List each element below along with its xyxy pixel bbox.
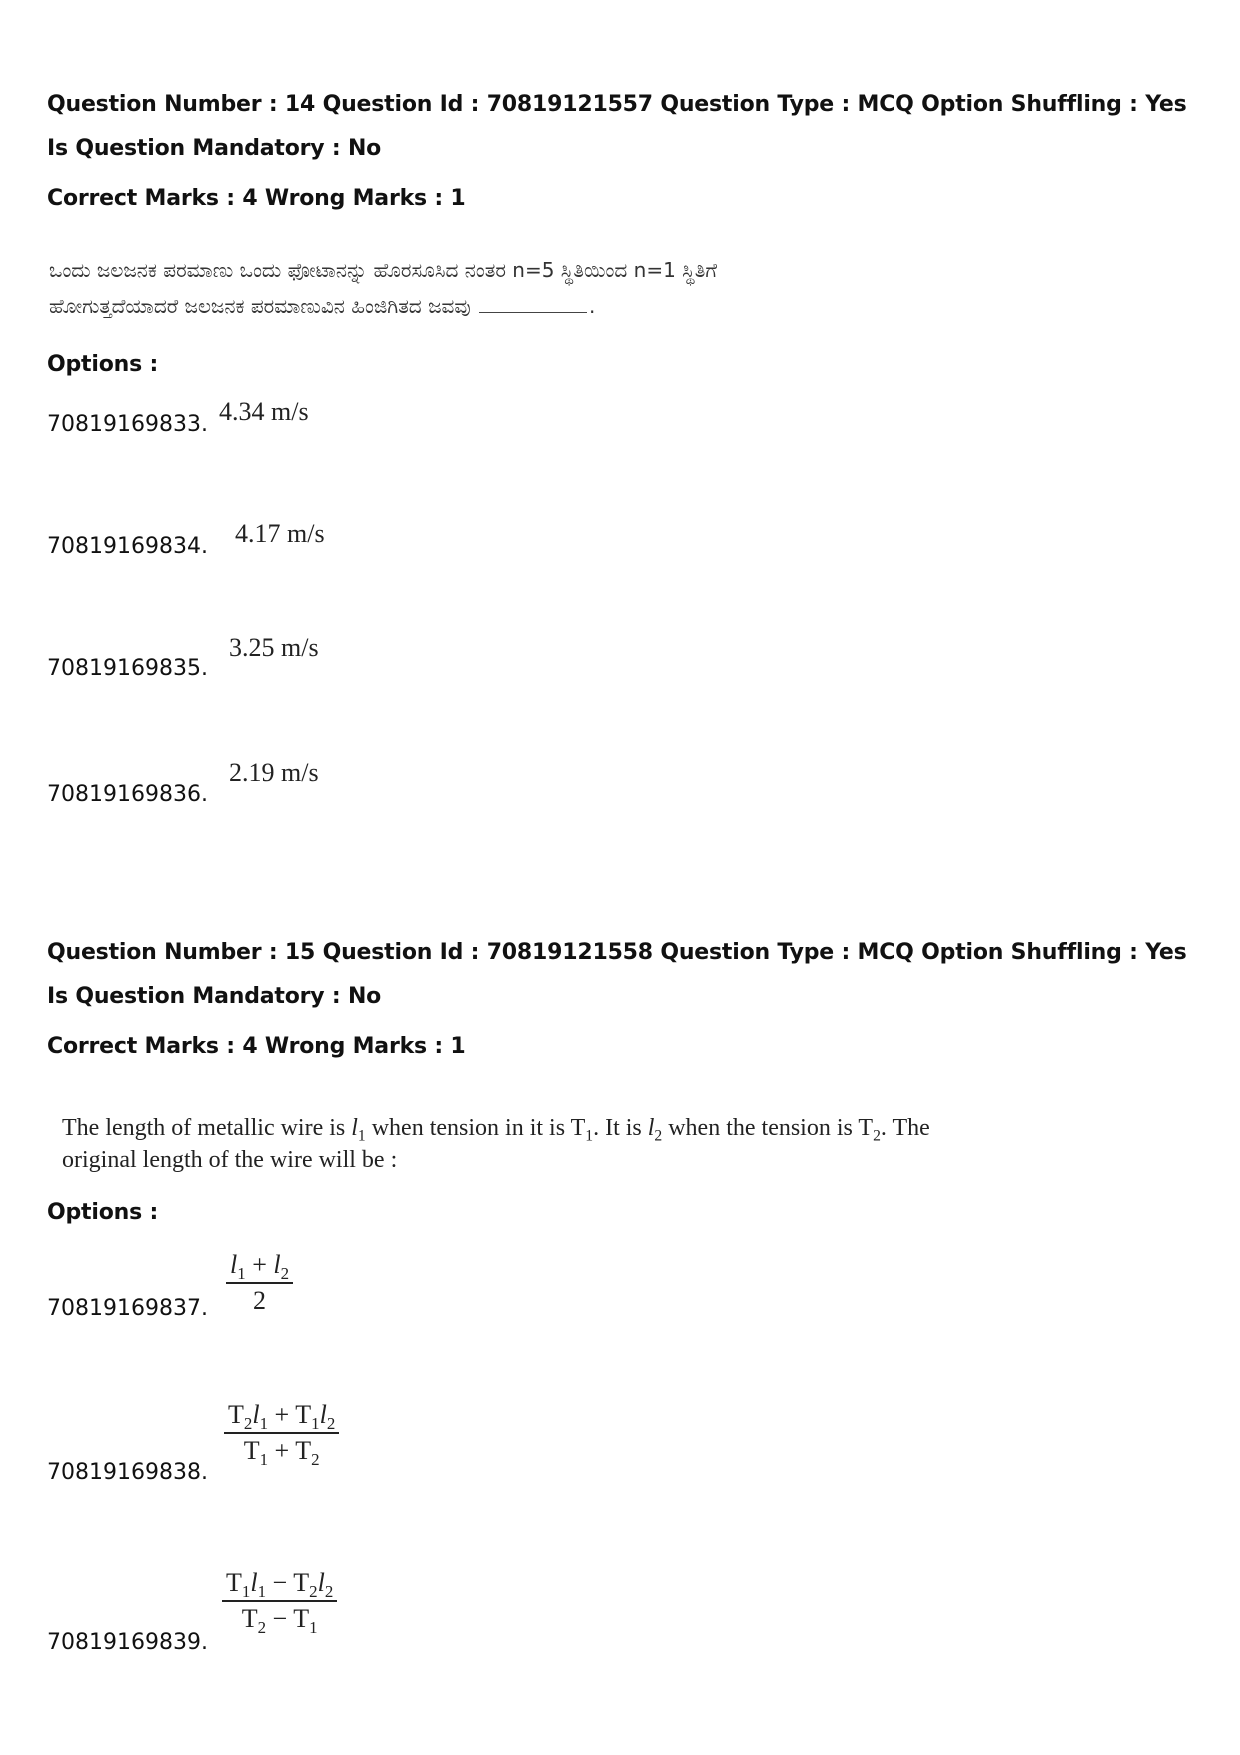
q15-options-label: Options : [47,1200,159,1225]
q15-option-2-id: 70819169838. [47,1460,208,1485]
q14-options-label: Options : [47,352,159,377]
q15-option-1-id: 70819169837. [47,1296,208,1321]
q14-mandatory-line: Is Question Mandatory : No [47,136,382,161]
q14-option-4-value: 2.19 m/s [229,758,319,787]
q14-option-1-id: 70819169833. [47,412,208,437]
q15-option-3-id: 70819169839. [47,1630,208,1655]
q14-option-1-value: 4.34 m/s [219,397,309,426]
q14-marks-line: Correct Marks : 4 Wrong Marks : 1 [47,186,466,211]
q15-stem-line-1: The length of metallic wire is $l_1$ when tension in it is $T_1$. It is $l_2$ when the tension is $T_2$. The [62,1115,930,1145]
q14-option-2-id: 70819169834. [47,534,208,559]
q15-option-3-formula: $T_1l_1 - T_2l_2$ $T_2 - T_1$ [222,1568,337,1634]
q14-header-line: Question Number : 14 Question Id : 70819121557 Question Type : MCQ Option Shuffling : Yes [47,92,1187,117]
q14-option-3-value: 3.25 m/s [229,633,319,662]
q14-stem-text: ಹೋಗುತ್ತದೆಯಾದರೆ ಜಲಜನಕ ಪರಮಾಣುವಿನ ಹಿಂಜಿಗಿತದ ಜವವು [49,294,471,318]
q15-mandatory-line: Is Question Mandatory : No [47,984,382,1009]
q14-stem-line-2: ಹೋಗುತ್ತದೆಯಾದರೆ ಜಲಜನಕ ಪರಮಾಣುವಿನ ಹಿಂಜಿಗಿತದ ಜವವು . [49,294,596,318]
q15-stem-line-2: original length of the wire will be : [62,1147,398,1173]
q15-option-1-formula: $l_1 + l_2$ 2 [226,1250,293,1316]
q15-stem [62,1112,930,1176]
q15-header-line: Question Number : 15 Question Id : 70819121558 Question Type : MCQ Option Shuffling : Yes [47,940,1187,965]
q14-option-4-id: 70819169836. [47,782,208,807]
q14-option-3-id: 70819169835. [47,656,208,681]
answer-blank [479,311,587,313]
q15-option-2-formula: $T_2l_1 + T_1l_2$ $T_1 + T_2$ [224,1400,339,1466]
q14-stem-line-1: ಒಂದು ಜಲಜನಕ ಪರಮಾಣು ಒಂದು ಫೋಟಾನನ್ನು ಹೊರಸೂಸಿದ ನಂತರ n=5 ಸ್ಥಿತಿಯಿಂದ n=1 ಸ್ಥಿತಿಗೆ [49,258,718,282]
q14-option-2-value: 4.17 m/s [235,519,325,548]
q15-marks-line: Correct Marks : 4 Wrong Marks : 1 [47,1034,466,1059]
